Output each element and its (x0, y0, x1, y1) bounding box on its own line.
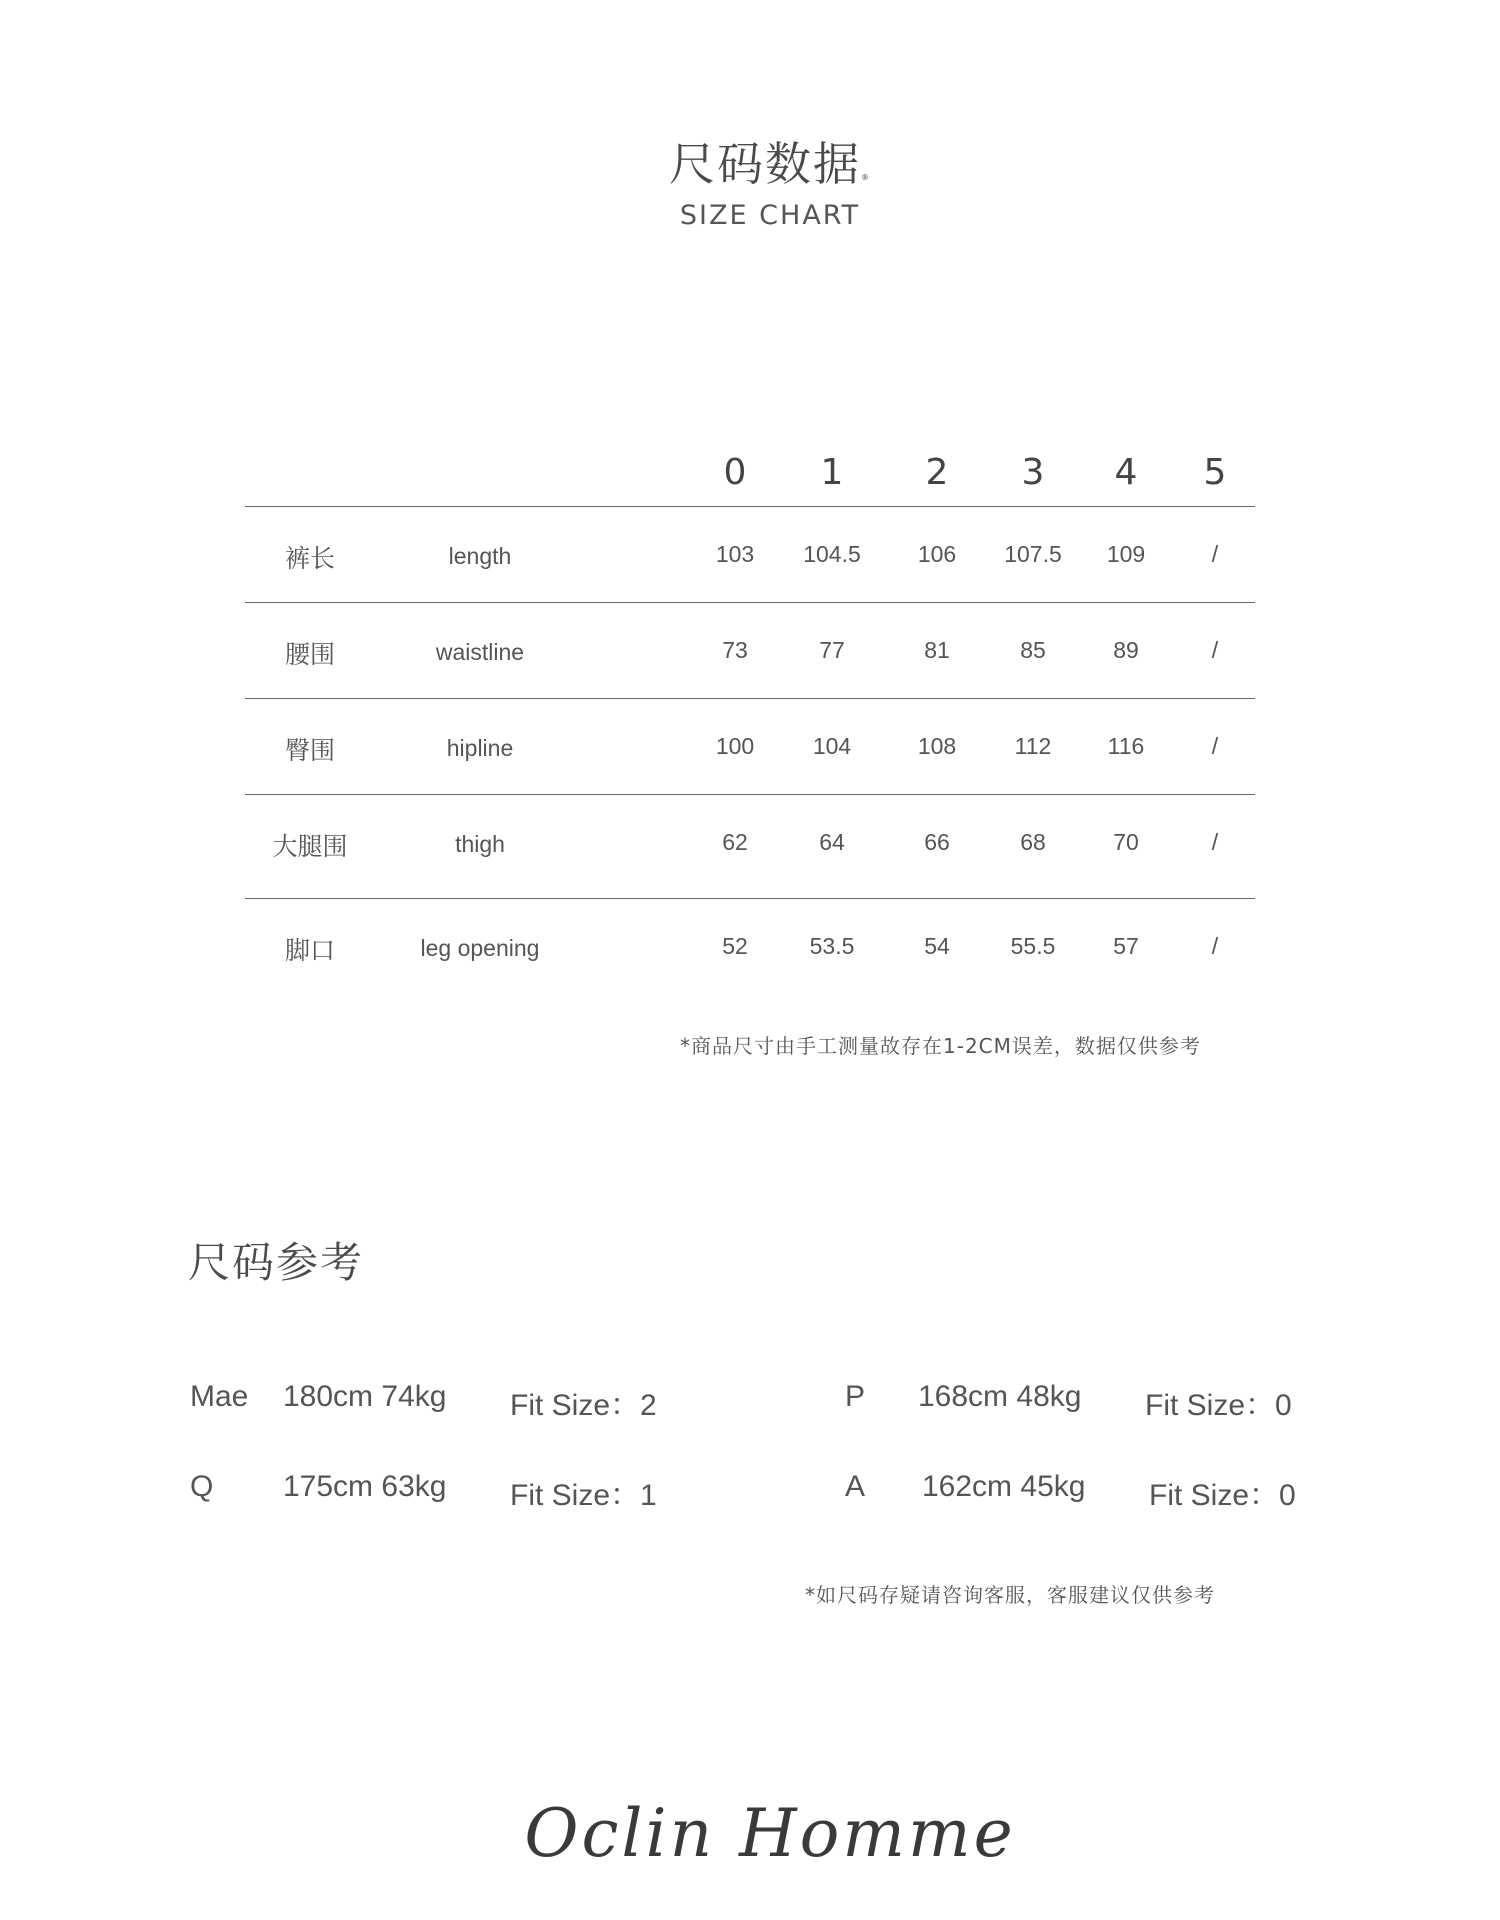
model-height-weight: 175cm 63kg (283, 1470, 447, 1503)
table-row (245, 899, 1255, 994)
table-cell: 107.5 (1004, 541, 1062, 567)
brand-logo: Oclin Homme (524, 1795, 1016, 1872)
table-row (245, 699, 1255, 795)
table-cell: / (1211, 637, 1219, 663)
table-cell: 73 (722, 637, 748, 663)
size-col-2: 2 (925, 452, 949, 493)
table-cell: 108 (917, 733, 957, 759)
page-subtitle: SIZE CHART (679, 200, 861, 231)
table-cell: 66 (924, 829, 950, 855)
model-fit-size: Fit Size：0 (1145, 1389, 1292, 1422)
model-name: Mae (190, 1380, 249, 1413)
table-cell: 109 (1106, 541, 1146, 567)
table-cell: 104.5 (803, 541, 861, 567)
table-cell: 52 (722, 933, 748, 959)
model-fit-size: Fit Size：0 (1149, 1479, 1296, 1512)
table-cell: 116 (1107, 733, 1145, 759)
table-cell: 112 (1014, 733, 1052, 759)
model-name: P (845, 1380, 866, 1413)
size-col-5: 5 (1203, 452, 1227, 493)
measure-label-en: hipline (446, 735, 514, 761)
table-cell: / (1211, 933, 1219, 959)
model-fit-size: Fit Size：2 (510, 1389, 657, 1422)
measure-label-en: leg opening (420, 935, 540, 961)
model-height-weight: 162cm 45kg (922, 1470, 1086, 1503)
model-name: Q (190, 1470, 214, 1503)
table-cell: 64 (819, 829, 845, 855)
measure-label-zh: 裤长 (284, 544, 335, 573)
registered-mark: ® (861, 173, 871, 182)
table-cell: 77 (819, 637, 845, 663)
table-cell: / (1211, 733, 1219, 759)
size-col-0: 0 (723, 452, 747, 493)
table-row (245, 507, 1255, 603)
table-cell: 89 (1113, 637, 1139, 663)
size-col-3: 3 (1021, 452, 1045, 493)
table-cell: 103 (715, 541, 755, 567)
table-cell: / (1211, 829, 1219, 855)
measure-label-en: waistline (435, 639, 525, 665)
measure-label-zh: 脚口 (284, 936, 335, 965)
page-title-text: 尺码数据 (669, 137, 861, 191)
size-col-4: 4 (1114, 452, 1138, 493)
size-header-row (245, 440, 1255, 507)
model-height-weight: 180cm 74kg (283, 1380, 447, 1413)
customer-service-note: *如尺码存疑请咨询客服，客服建议仅供参考 (805, 1583, 1215, 1607)
table-cell: 54 (924, 933, 950, 959)
table-cell: 57 (1113, 933, 1139, 959)
table-row (245, 603, 1255, 699)
model-height-weight: 168cm 48kg (918, 1380, 1082, 1413)
measure-label-en: thigh (455, 831, 505, 857)
table-cell: 55.5 (1010, 933, 1056, 959)
table-cell: 68 (1020, 829, 1046, 855)
table-cell: 85 (1020, 637, 1046, 663)
measurement-note: *商品尺寸由手工测量故存在1-2CM误差，数据仅供参考 (680, 1034, 1201, 1058)
measure-label-zh: 臀围 (284, 736, 335, 765)
table-cell: 62 (722, 829, 748, 855)
size-reference-title: 尺码参考 (188, 1238, 365, 1287)
measure-label-zh: 腰围 (284, 640, 335, 669)
table-cell: 104 (812, 733, 852, 759)
table-row (245, 795, 1255, 899)
table-cell: 53.5 (809, 933, 855, 959)
table-cell: / (1211, 541, 1219, 567)
table-cell: 81 (924, 637, 950, 663)
model-name: A (845, 1470, 866, 1503)
measure-label-zh: 大腿围 (272, 832, 348, 861)
table-cell: 106 (917, 541, 957, 567)
measure-label-en: length (448, 543, 512, 569)
model-fit-size: Fit Size：1 (510, 1479, 657, 1512)
size-chart-table (245, 440, 1255, 994)
table-cell: 70 (1113, 829, 1139, 855)
size-col-1: 1 (820, 452, 844, 493)
page-title (0, 128, 1500, 194)
table-cell: 100 (715, 733, 755, 759)
